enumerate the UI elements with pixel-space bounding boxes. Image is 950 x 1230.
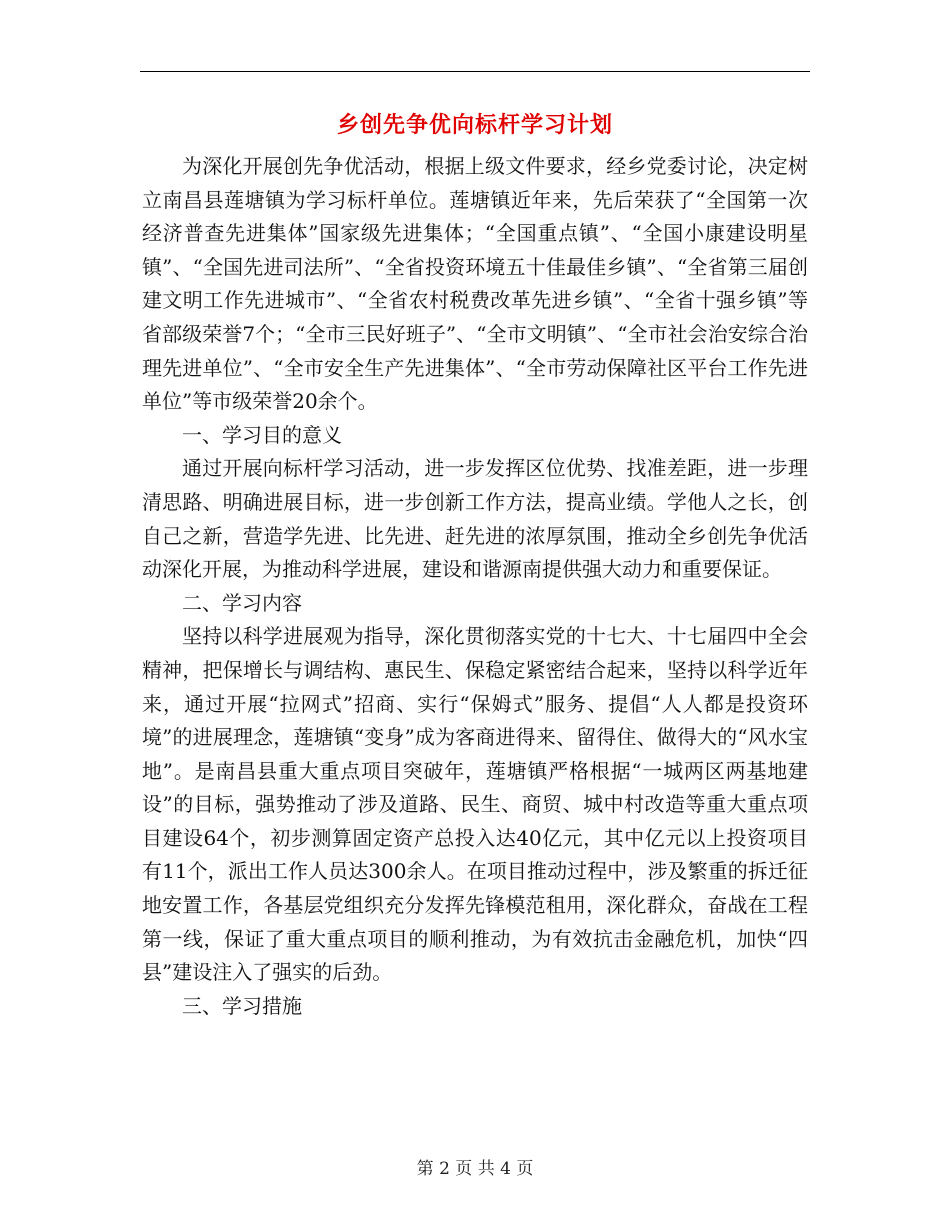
content-paragraph: 坚持以科学进展观为指导，深化贯彻落实党的十七大、十七届四中全会精神，把保增长与调结构、惠民生、保稳定紧密结合起来，坚持以科学近年来，通过开展“拉网式”招商、实行“保姆式”服务、提倡“人人都是投资环境”的进展理念，莲塘镇“变身”成为客商进得来、留得住、做得大的“风水宝地”。是南昌县重大重点项目突破年，莲塘镇严格根据“一城两区两基地建设”的目标，强势推动了涉及道路、民生、商贸、城中村改造等重大重点项目建设64个，初步测算固定资产总投入达40亿元，其中亿元以上投资项目有11个，派出工作人员达300余人。在项目推动过程中，涉及繁重的拆迁征地安置工作，各基层党组织充分发挥先锋模范租用，深化群众，奋战在工程第一线，保证了重大重点项目的顺利推动，为有效抗击金融危机，加快“四县”建设注入了强实的后劲。 — [142, 624, 808, 985]
section-heading-content: 二、学习内容 — [182, 590, 302, 615]
document-title: 乡创先争优向标杆学习计划 — [336, 113, 613, 138]
section-heading-measures: 三、学习措施 — [182, 993, 302, 1018]
section-heading-purpose: 一、学习目的意义 — [182, 422, 342, 447]
document-body — [142, 150, 808, 1023]
page-number-footer: 第 2 页 共 4 页 — [416, 1159, 534, 1179]
header-rule — [140, 71, 810, 72]
purpose-paragraph: 通过开展向标杆学习活动，进一步发挥区位优势、找准差距，进一步理清思路、明确进展目标，进一步创新工作方法，提高业绩。学他人之长，创自己之新，营造学先进、比先进、赶先进的浓厚氛围，推动全乡创先争优活动深化开展，为推动科学进展，建设和谐源南提供强大动力和重要保证。 — [142, 456, 808, 582]
intro-paragraph: 为深化开展创先争优活动，根据上级文件要求，经乡党委讨论，决定树立南昌县莲塘镇为学习标杆单位。莲塘镇近年来，先后荣获了“全国第一次经济普查先进集体”国家级先进集体；“全国重点镇”、“全国小康建设明星镇”、“全国先进司法所”、“全省投资环境五十佳最佳乡镇”、“全省第三届创建文明工作先进城市”、“全省农村税费改革先进乡镇”、“全省十强乡镇”等省部级荣誉7个；“全市三民好班子”、“全市文明镇”、“全市社会治安综合治理先进单位”、“全市安全生产先进集体”、“全市劳动保障社区平台工作先进单位”等市级荣誉20余个。 — [142, 154, 808, 414]
